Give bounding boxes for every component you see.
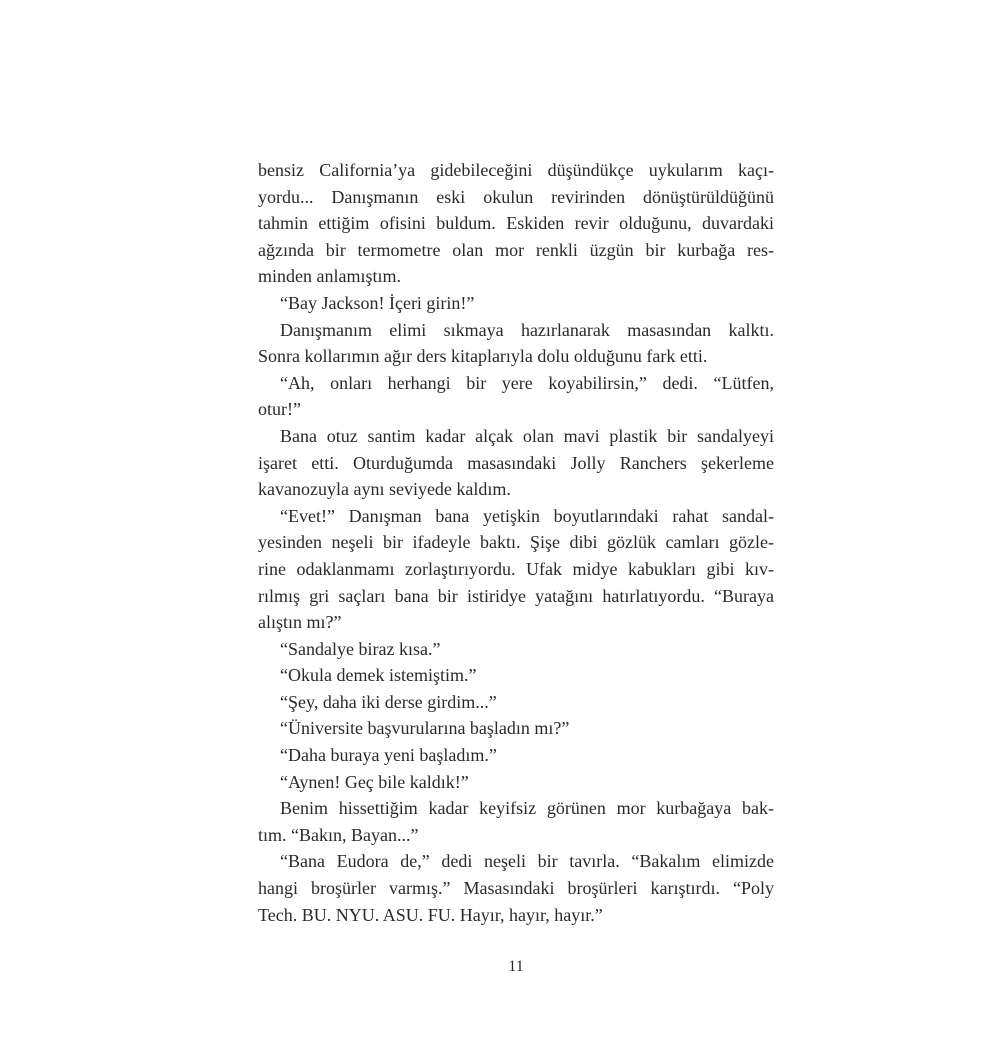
text-line — [258, 556, 774, 583]
text-line-content: bensiz California’ya gidebileceğini düşündükçe uykularım kaçı- — [258, 160, 774, 180]
text-line — [258, 290, 774, 317]
text-line — [258, 609, 774, 636]
text-line-content: Bana otuz santim kadar alçak olan mavi plastik bir sandalyeyi — [280, 425, 774, 446]
text-line-content: tahmin ettiğim ofisini buldum. Eskiden revir olduğunu, duvardaki — [258, 213, 774, 234]
text-line-content: “Sandalye biraz kısa.” — [280, 638, 441, 659]
text-line-content: Sonra kollarımın ağır ders kitaplarıyla dolu olduğunu fark etti. — [258, 346, 708, 367]
text-line — [258, 343, 774, 370]
text-line-content: tım. “Bakın, Bayan...” — [258, 824, 419, 845]
text-line-content: ağzında bir termometre olan mor renkli üzgün bir kurbağa res- — [258, 239, 774, 260]
text-line-content: “Daha buraya yeni başladım.” — [280, 745, 497, 766]
body-text — [258, 157, 774, 928]
text-line — [258, 317, 774, 344]
text-line-content: rılmış gri saçları bana bir istiridye yatağını hatırlatıyordu. “Buraya — [258, 585, 774, 606]
text-line — [258, 662, 774, 689]
text-line — [258, 450, 774, 477]
text-line-content: işaret etti. Oturduğumda masasındaki Jolly Ranchers şekerleme — [258, 452, 774, 473]
text-line-content: “Evet!” Danışman bana yetişkin boyutlarındaki rahat sandal- — [280, 505, 774, 526]
text-line-content: otur!” — [258, 399, 301, 420]
text-line-content: minden anlamıştım. — [258, 266, 401, 287]
text-line — [258, 184, 774, 211]
text-line-content: Danışmanım elimi sıkmaya hazırlanarak masasından kalktı. — [280, 319, 774, 340]
text-line-content: “Bana Eudora de,” dedi neşeli bir tavırla. “Bakalım elimizde — [280, 851, 774, 872]
text-line — [258, 423, 774, 450]
text-line-content: kavanozuyla aynı seviyede kaldım. — [258, 479, 511, 500]
text-line — [258, 875, 774, 902]
text-line — [258, 210, 774, 237]
text-line-content: “Aynen! Geç bile kaldık!” — [280, 771, 469, 792]
text-line — [258, 237, 774, 264]
text-line-content: yesinden neşeli bir ifadeyle baktı. Şişe dibi gözlük camları gözle- — [258, 532, 774, 553]
page-number: 11 — [508, 958, 524, 975]
text-line-content: hangi broşürler varmış.” Masasındaki broşürleri karıştırdı. “Poly — [258, 878, 774, 899]
text-line — [258, 476, 774, 503]
text-line — [258, 769, 774, 796]
text-line — [258, 583, 774, 610]
text-line — [258, 742, 774, 769]
text-line — [258, 795, 774, 822]
text-line-content: “Okula demek istemiştim.” — [280, 665, 477, 686]
text-line-content: rine odaklanmamı zorlaştırıyordu. Ufak midye kabukları gibi kıv- — [258, 558, 774, 579]
text-line — [258, 822, 774, 849]
text-line-content: “Ah, onları herhangi bir yere koyabilirsin,” dedi. “Lütfen, — [280, 372, 774, 393]
text-line — [258, 636, 774, 663]
text-line — [258, 396, 774, 423]
text-line-content: alıştın mı?” — [258, 612, 342, 633]
text-line-content: Benim hissettiğim kadar keyifsiz görünen mor kurbağaya bak- — [280, 798, 774, 819]
text-line — [258, 902, 774, 929]
text-line — [258, 715, 774, 742]
text-line — [258, 689, 774, 716]
text-line — [258, 848, 774, 875]
text-line-content: “Şey, daha iki derse girdim...” — [280, 691, 497, 712]
text-line — [258, 529, 774, 556]
text-line — [258, 157, 774, 184]
text-line — [258, 370, 774, 397]
text-line-content: “Bay Jackson! İçeri girin!” — [280, 292, 475, 313]
text-line-content: Tech. BU. NYU. ASU. FU. Hayır, hayır, hayır.” — [258, 904, 603, 925]
text-line-content: yordu... Danışmanın eski okulun revirinden dönüştürüldüğünü — [258, 186, 774, 207]
text-line — [258, 503, 774, 530]
text-line — [258, 263, 774, 290]
text-line-content: “Üniversite başvurularına başladın mı?” — [280, 718, 570, 739]
